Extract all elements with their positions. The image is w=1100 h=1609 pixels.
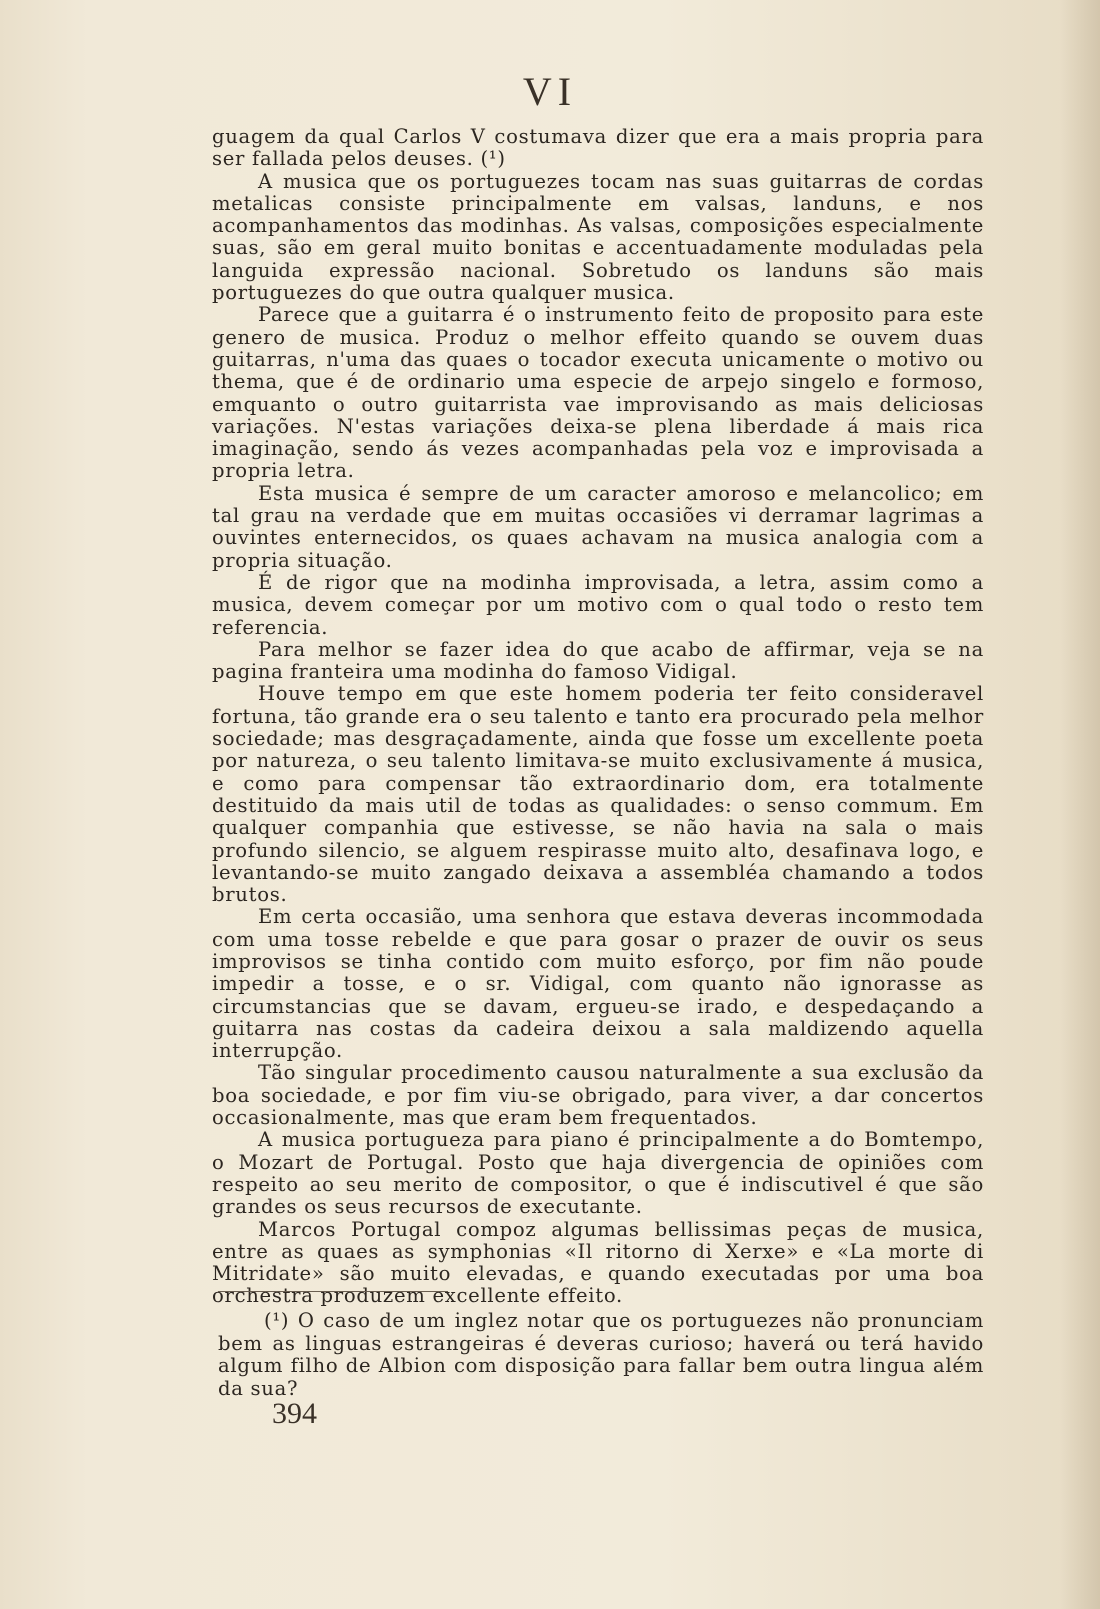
paragraph-exclusion: Tão singular procedimento causou naturalmente a sua exclusão da boa sociedade, e por fim viu-se obrigado, para viver, a dar concertos occasionalmente, mas que eram bem frequentados.: [212, 1061, 984, 1130]
paragraph-amorous-character: Esta musica é sempre de um caracter amoroso e melancolico; em tal grau na verdade que em muitas occasiões vi derramar lagrimas a ouvintes enternecidos, os quaes achavam na musica analogia com a propria situação.: [212, 481, 984, 572]
body-text: [212, 126, 984, 1308]
paragraph-continuation: guagem da qual Carlos V costumava dizer que era a mais propria para ser fallada pelos deuses. (¹): [212, 125, 984, 171]
paragraph-bomtempo: A musica portugueza para piano é principalmente a do Bomtempo, o Mozart de Portugal. Posto que haja divergencia de opiniões com respeito ao seu merito de compositor, o que é indiscutivel é que são grandes os seus recursos de executante.: [212, 1128, 984, 1219]
page-edge-shadow: [1060, 0, 1100, 1609]
paragraph-vidigal-fortune: Houve tempo em que este homem poderia ter feito consideravel fortuna, tão grande era o seu talento e tanto era procurado pela melhor sociedade; mas desgraçadamente, ainda que fosse um excellente poeta por natureza, o seu talento limitava-se muito exclusivamente á musica, e como para compensar tão extraordinario dom, era totalmente destituido da mais util de todas as qualidades: o senso commum. Em qualquer companhia que estivesse, se não havia na sala o mais profundo silencio, se alguem respirasse muito alto, desafinava logo, e levantando-se muito zangado deixava a assembléa chamando a todos brutos.: [212, 682, 984, 907]
paragraph-guitar-instrument: Parece que a guitarra é o instrumento feito de proposito para este genero de musica. Produz o melhor effeito quando se ouvem duas guitarras, n'uma das quaes o tocador executa unicamente o motivo ou thema, que é de ordinario uma especie de arpejo singelo e formoso, emquanto o outro guitarrista vae improvisando as mais deliciosas variações. N'estas variações deixa-se plena liberdade á mais rica imaginação, sendo ás vezes acompanhadas pela voz e improvisada a propria letra.: [212, 303, 984, 483]
paragraph-vidigal-incident: Em certa occasião, uma senhora que estava deveras incommodada com uma tosse rebelde e que para gosar o prazer de ouvir os seus improvisos se tinha contido com muito esforço, por fim não poude impedir a tosse, e o sr. Vidigal, com quanto não ignorasse as circumstancias que se davam, ergueu-se irado, e despedaçando a guitarra nas costas da cadeira deixou a sala maldizendo aquella interrupção.: [212, 905, 984, 1063]
footnote: (¹) O caso de um inglez notar que os portuguezes não pronunciam bem as linguas estrangeiras é deveras curioso; haverá ou terá havido algum filho de Albion com disposição para fallar bem outra lingua além da sua?: [218, 1309, 984, 1400]
paragraph-modinha-rule: É de rigor que na modinha improvisada, a letra, assim como a musica, devem começar por um motivo com o qual todo o resto tem referencia.: [212, 570, 984, 639]
paragraph-guitar-music: A musica que os portuguezes tocam nas suas guitarras de cordas metalicas consiste principalmente em valsas, landuns, e nos acompanhamentos das modinhas. As valsas, composições especialmente suas, são em geral muito bonitas e accentuadamente moduladas pela languida expressão nacional. Sobretudo os landuns são mais portuguezes do que outra qualquer musica.: [212, 169, 984, 305]
page-number: 394: [272, 1397, 317, 1430]
chapter-numeral: VI: [522, 69, 578, 114]
paragraph-marcos-portugal: Marcos Portugal compoz algumas bellissimas peças de musica, entre as quaes as symphonias «Il ritorno di Xerxe» e «La morte di Mitridate» são muito elevadas, e quando executadas por uma boa orchestra produzem excellente effeito.: [212, 1217, 984, 1308]
paragraph-vidigal-reference: Para melhor se fazer idea do que acabo de affirmar, veja se na pagina franteira uma modinha do famoso Vidigal.: [212, 637, 984, 684]
footnote-divider: [218, 1291, 448, 1292]
